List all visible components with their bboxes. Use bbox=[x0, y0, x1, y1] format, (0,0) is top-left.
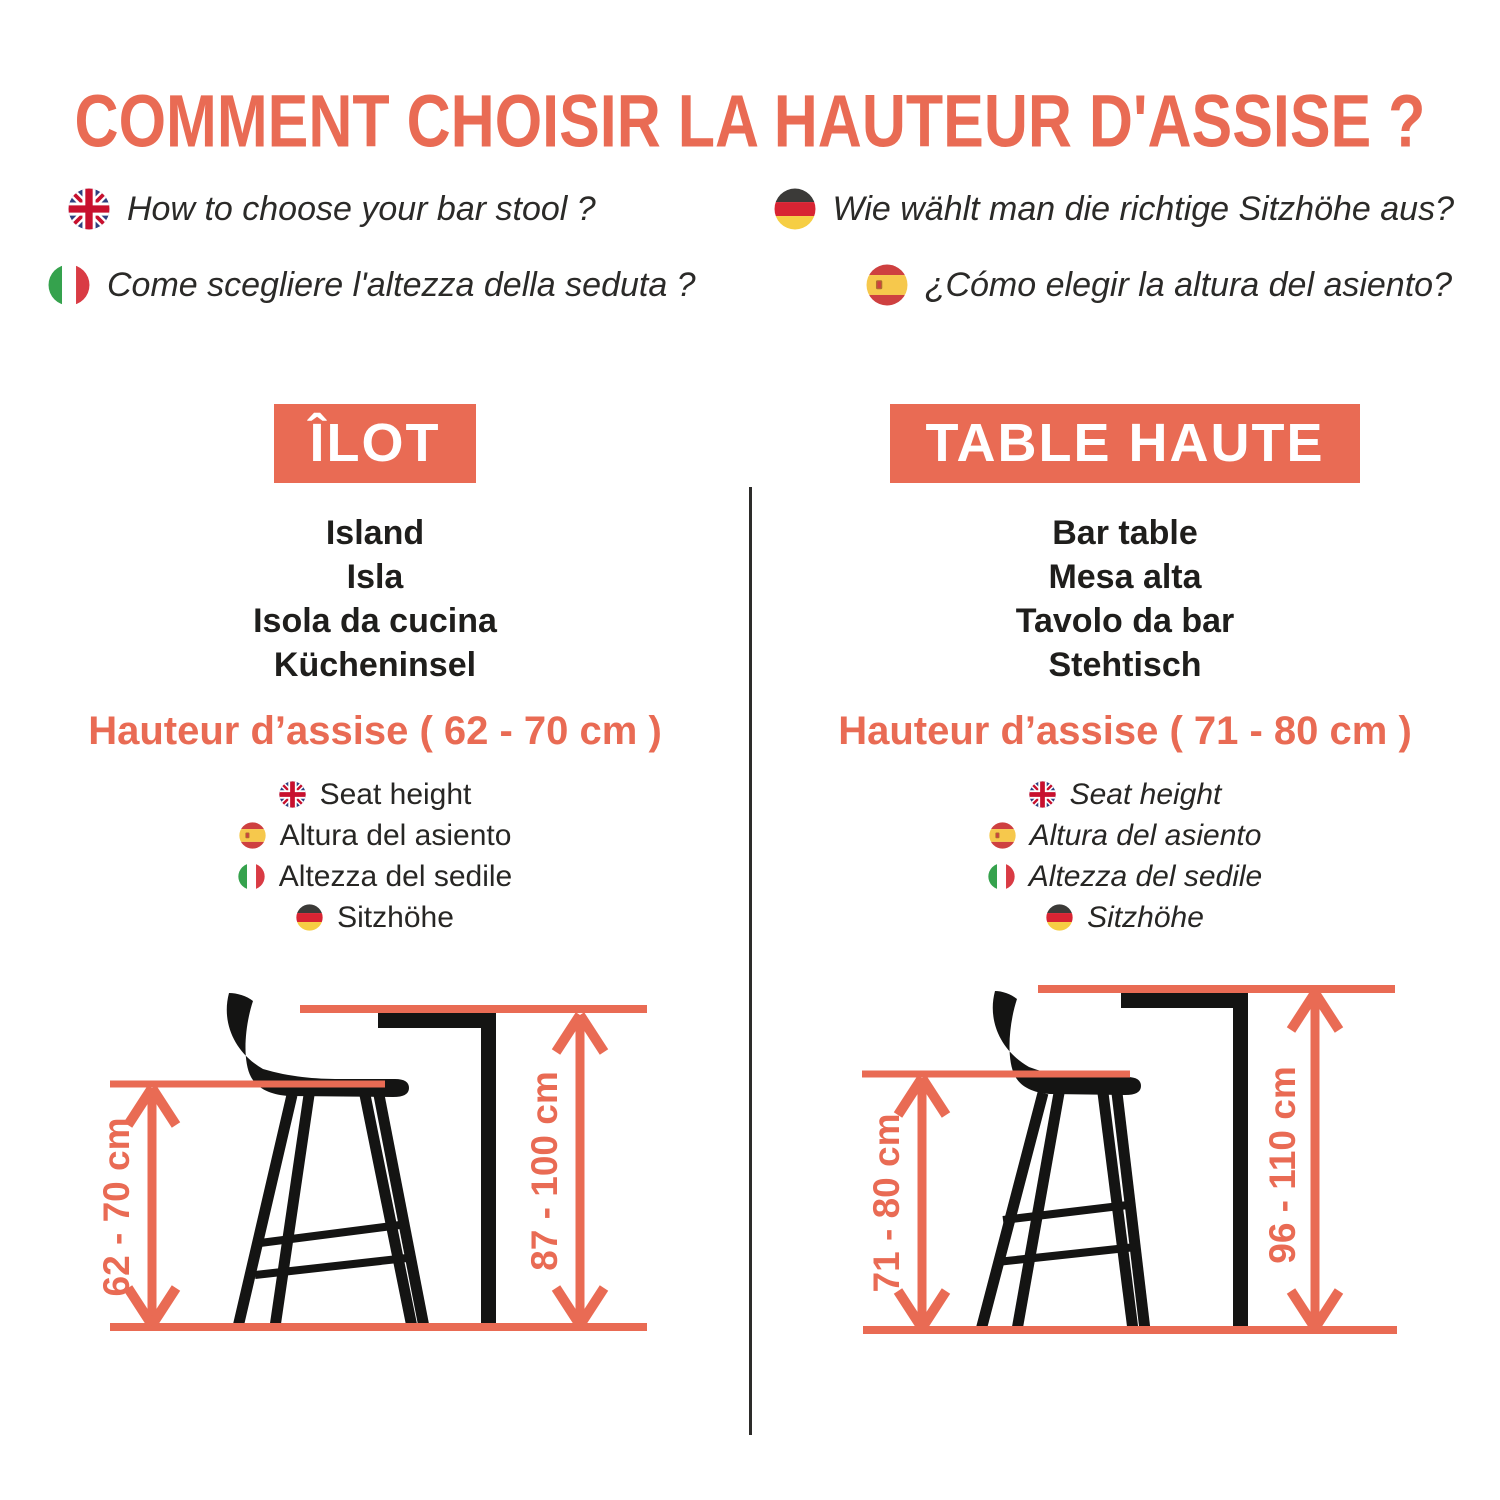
table-apron bbox=[1121, 993, 1248, 1008]
column-ilot bbox=[0, 404, 750, 1345]
table-haute-diagram bbox=[845, 975, 1405, 1345]
uk-flag-icon bbox=[68, 188, 110, 230]
footrest-bar bbox=[1003, 1205, 1128, 1220]
seat-lang-text: Altezza del sedile bbox=[278, 859, 513, 893]
table-haute-translations bbox=[1016, 511, 1235, 687]
translation-item: Island bbox=[325, 513, 425, 552]
footrest-bar bbox=[255, 1258, 407, 1275]
footrest-bar bbox=[997, 1247, 1136, 1262]
seat-lang-row-de bbox=[296, 901, 454, 935]
intro-language-row-1 bbox=[0, 188, 1500, 230]
intro-question-en-text: How to choose your bar stool ? bbox=[127, 189, 596, 228]
seat-lang-row-de bbox=[1046, 901, 1204, 935]
translation-item: Bar table bbox=[1052, 513, 1198, 552]
seat-lang-text: Seat height bbox=[1069, 777, 1222, 811]
seat-lang-text: Altura del asiento bbox=[279, 818, 512, 852]
bar-stool-silhouette bbox=[227, 993, 424, 1327]
uk-flag-icon bbox=[279, 781, 306, 808]
intro-question-de bbox=[774, 188, 1454, 230]
seat-range-label: 62 - 70 cm bbox=[95, 1117, 137, 1297]
seat-lang-row-it bbox=[238, 860, 512, 894]
table-leg bbox=[1233, 993, 1248, 1330]
bar-stool-silhouette bbox=[981, 991, 1145, 1330]
spain-flag-icon bbox=[989, 822, 1016, 849]
translation-item: Mesa alta bbox=[1048, 557, 1202, 596]
ilot-seat-height-langs bbox=[238, 778, 512, 935]
ilot-translations bbox=[253, 511, 497, 687]
table-haute-seat-height-langs bbox=[988, 778, 1262, 935]
translation-item: Isola da cucina bbox=[253, 601, 497, 640]
germany-flag-icon bbox=[1046, 904, 1073, 931]
uk-flag-icon bbox=[1029, 781, 1056, 808]
intro-question-es bbox=[866, 264, 1452, 306]
ilot-diagram bbox=[95, 975, 655, 1345]
seat-lang-text: Sitzhöhe bbox=[1087, 900, 1204, 934]
table-leg bbox=[481, 1013, 496, 1327]
table-apron bbox=[378, 1013, 496, 1028]
table-haute-seat-height-title: Hauteur d’assise ( 71 - 80 cm ) bbox=[838, 708, 1412, 753]
intro-language-row-2 bbox=[0, 264, 1500, 306]
spain-flag-icon bbox=[239, 822, 266, 849]
intro-question-it bbox=[48, 264, 696, 306]
germany-flag-icon bbox=[774, 188, 816, 230]
germany-flag-icon bbox=[296, 904, 323, 931]
page-title bbox=[0, 79, 1500, 163]
seat-lang-text: Sitzhöhe bbox=[337, 900, 454, 934]
intro-question-en bbox=[68, 188, 596, 230]
seat-lang-row-en bbox=[1029, 778, 1222, 812]
seat-lang-row-es bbox=[989, 819, 1262, 853]
seat-lang-row-es bbox=[239, 819, 512, 853]
translation-item: Stehtisch bbox=[1048, 645, 1202, 684]
seat-lang-text: Altezza del sedile bbox=[1028, 859, 1263, 893]
footrest-bar bbox=[260, 1225, 400, 1243]
translation-item: Kücheninsel bbox=[273, 645, 477, 684]
seat-lang-text: Altura del asiento bbox=[1029, 818, 1262, 852]
seat-lang-row-it bbox=[988, 860, 1262, 894]
seat-lang-row-en bbox=[279, 778, 472, 812]
translation-item: Tavolo da bar bbox=[1015, 601, 1235, 640]
table-haute-header: TABLE HAUTE bbox=[890, 404, 1361, 483]
comparison-columns bbox=[0, 404, 1500, 1345]
column-table-haute bbox=[750, 404, 1500, 1345]
ilot-header: ÎLOT bbox=[274, 404, 477, 483]
seat-lang-text: Seat height bbox=[319, 777, 472, 811]
table-range-label: 96 - 110 cm bbox=[1261, 1066, 1303, 1264]
intro-question-it-text: Come scegliere l'altezza della seduta ? bbox=[107, 265, 696, 304]
intro-question-es-text: ¿Cómo elegir la altura del asiento? bbox=[924, 265, 1452, 304]
table-range-label: 87 - 100 cm bbox=[523, 1071, 565, 1271]
page-title-text: COMMENT CHOISIR LA HAUTEUR D'ASSISE ? bbox=[74, 79, 1426, 163]
italy-flag-icon bbox=[988, 863, 1015, 890]
translation-item: Isla bbox=[346, 557, 404, 596]
italy-flag-icon bbox=[48, 264, 90, 306]
spain-flag-icon bbox=[866, 264, 908, 306]
ilot-seat-height-title: Hauteur d’assise ( 62 - 70 cm ) bbox=[88, 708, 662, 753]
intro-question-de-text: Wie wählt man die richtige Sitzhöhe aus? bbox=[832, 189, 1454, 228]
seat-range-label: 71 - 80 cm bbox=[865, 1113, 907, 1293]
italy-flag-icon bbox=[238, 863, 265, 890]
